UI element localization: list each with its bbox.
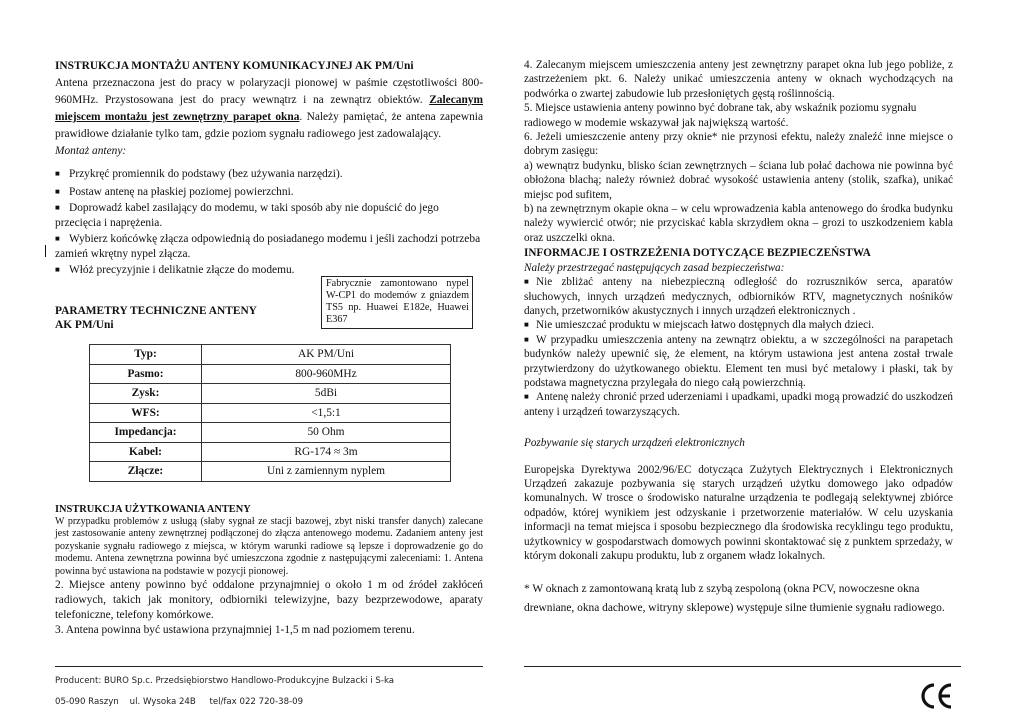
square-bullet-icon: ■ xyxy=(524,392,529,402)
list-item: ■ Nie zbliżać anteny na niebezpieczną odległość do rozruszników serca, aparatów słuchowych, innych urządzeń medycznych, odbiorników RTV, magnetycznych nośników danych, przetworników akustycznych i innych urządzeń elektronicznych . xyxy=(524,276,953,317)
margin-mark xyxy=(45,245,46,257)
table-row: Kabel: RG-174 ≈ 3m xyxy=(90,442,451,462)
point-6b: b) na zewnętrznym okapie okna – w celu wprowadzenia kabla antenowego do środka budynku należy wywiercić otwór; nie przyciskać kabla skrzydłem okna – grozi to uszkodzeniem kabla oraz uszczelki okna. xyxy=(524,203,953,244)
point-5: 5. Miejsce ustawienia anteny powinno być dobrane tak, aby wskaźnik poziomu sygnału radiowego w modemie wskazywał jak największą wartość. xyxy=(524,102,917,129)
table-row: Impedancja: 50 Ohm xyxy=(90,423,451,443)
intro-text-1: Antena przeznaczona jest do pracy w polaryzacji pionowej w paśmie częstotliwości 800-960MHz. Przystosowana jest do pracy wewnątrz i na zewnątrz obiektów. xyxy=(55,77,483,106)
list-item: ■ W przypadku umieszczenia anteny na zewnątrz obiektu, a w szczególności na parapetach budynków należy upewnić się, że element, na którym ustawiona jest antena został trwale przytwierdzony do użytkowanego obiektu. Element ten musi być metalowy i płaski, tak by podstawa magnetyczna przylegała do niego całą powierzchnią. xyxy=(524,333,953,389)
table-row: WFS: <1,5:1 xyxy=(90,403,451,423)
intro-paragraph xyxy=(55,75,483,143)
square-bullet-icon: ■ xyxy=(55,187,60,196)
intro-text-2: . Należy pamiętać, że antena zapewnia prawidłowe działanie tylko tam, gdzie poziom sygnału radiowego jest zadowalający. xyxy=(55,111,483,140)
left-column xyxy=(55,58,483,278)
producer-line: Producent: BURO Sp.c. Przedsiębiorstwo Handlowo-Produkcyjne Bulzacki i S-ka xyxy=(55,676,395,686)
usage-title: INSTRUKCJA UŻYTKOWANIA ANTENY xyxy=(55,504,251,515)
mount-heading: Montaż anteny: xyxy=(55,145,127,157)
ce-mark-svg xyxy=(920,682,954,710)
usage-small-text: W przypadku problemów z usługą (słaby sygnał ze stacji bazowej, zbyt niski transfer danych) zalecane jest zastosowanie anteny zewnętrznej podłączonej do złącza antenowego modemu. Zadaniem anteny jest pozyskanie sygnału radiowego z miejsca, w którym warunki radiowe są lepsze i doprowadzenie go do modemu. Antena zewnętrzna powinna być umieszczona zgodnie z następującymi zaleceniami: 1. Antena powinna być ustawiona na podstawie w pozycji pionowej. xyxy=(55,516,483,577)
list-item: ■ Przykręć promiennik do podstawy (bez używania narzędzi). xyxy=(55,168,343,180)
square-bullet-icon: ■ xyxy=(55,203,60,212)
point-6: 6. Jeżeli umieszczenie anteny przy oknie* nie przynosi efektu, należy znaleźć inne miejsce o dobrym zasięgu: xyxy=(524,131,953,158)
document-title: INSTRUKCJA MONTAŻU ANTENY KOMUNIKACYJNEJ AK PM/Uni xyxy=(55,60,414,72)
list-item: ■ Wybierz końcówkę złącza odpowiednią do posiadanego modemu i jeśli zachodzi potrzeba zamień wkrętny nypel złącza. xyxy=(55,233,481,260)
table-row: Pasmo: 800-960MHz xyxy=(90,364,451,384)
point-4: 4. Zalecanym miejscem umieszczenia anteny jest zewnętrzny parapet okna lub jego pobliże, z zastrzeżeniem pkt. 6. Należy unikać umieszczenia anteny w oknach wychodzących na podwórka o zwartej zabudowie lub przesłoniętych gęstą roślinnością. xyxy=(524,59,953,100)
square-bullet-icon: ■ xyxy=(55,265,60,274)
list-item: ■ Doprowadź kabel zasilający do modemu, w taki sposób aby nie dopuścić do jego przecięcia i naprężenia. xyxy=(55,202,439,229)
list-item: ■ Postaw antenę na płaskiej poziomej powierzchni. xyxy=(55,186,294,198)
spec-table xyxy=(89,344,451,482)
list-item: ■ Włóż precyzyjnie i delikatnie złącze do modemu. xyxy=(55,264,295,276)
safety-subtitle: Należy przestrzegać następujących zasad bezpieczeństwa: xyxy=(524,261,785,274)
square-bullet-icon: ■ xyxy=(524,320,529,330)
list-item: ■ Antenę należy chronić przed uderzeniami i upadkami, upadki mogą prowadzić do uszkodzeń anteny i urządzeń towarzyszących. xyxy=(524,391,953,418)
square-bullet-icon: ■ xyxy=(55,169,60,178)
table-row: Złącze: Uni z zamiennym nyplem xyxy=(90,462,451,482)
table-row: Typ: AK PM/Uni xyxy=(90,345,451,365)
mount-steps-list xyxy=(55,166,483,278)
intro-underlined-recommendation: Zalecanym miejscem montażu jest zewnętrzny parapet okna xyxy=(55,94,483,123)
usage-section xyxy=(55,503,483,638)
square-bullet-icon: ■ xyxy=(55,234,60,243)
usage-point-3: 3. Antena powinna być ustawiona przynajmniej 1-1,5 m nad poziomem terenu. xyxy=(55,624,415,637)
footer-rule-left xyxy=(55,666,483,667)
square-bullet-icon: ■ xyxy=(524,334,529,344)
window-footnote: * W oknach z zamontowaną kratą lub z szybą zespoloną (okna PCV, nowoczesne okna drewniane, okna dachowe, witryny sklepowe) występuje silne tłumienie sygnału radiowego. xyxy=(524,583,945,614)
address-line: 05-090 Raszyn ul. Wysoka 24B tel/fax 022 720-38-09 xyxy=(55,697,304,707)
footer-rule-right xyxy=(524,666,961,667)
safety-list xyxy=(524,275,953,419)
list-item: ■ Nie umieszczać produktu w miejscach łatwo dostępnych dla małych dzieci. xyxy=(524,319,874,332)
factory-nipple-note-box: Fabrycznie zamontowano nypel W-CP1 do modemów z gniazdem TS5 np. Huawei E182e, Huawei E367 xyxy=(321,276,473,329)
safety-title: INFORMACJE I OSTRZEŻENIA DOTYCZĄCE BEZPIECZEŃSTWA xyxy=(524,247,871,260)
params-title: PARAMETRY TECHNICZNE ANTENY AK PM/Uni xyxy=(55,305,257,331)
square-bullet-icon: ■ xyxy=(524,277,529,287)
point-6a: a) wewnątrz budynku, blisko ścian zewnętrznych – ściana lub połać dachowa nie powinna być obłożona blachą; należy również dobrać wysokość ustawienia anteny (stolik, szafka), unikać miejsc pod sufitem, xyxy=(524,159,953,201)
usage-point-2: 2. Miejsce anteny powinno być oddalone przynajmniej o około 1 m od źródeł zakłóceń radiowych, takich jak monitory, odbiorniki telewizyjne, bazy bezprzewodowe, aparaty telefoniczne, telefony komórkowe. xyxy=(55,579,483,622)
table-row: Zysk: 5dBi xyxy=(90,384,451,404)
disposal-text: Europejska Dyrektywa 2002/96/EC dotycząca Zużytych Elektrycznych i Elektronicznych Urządzeń zakazuje pozbywania się starych urządzeń użytku domowego jako odpadów komunalnych. W trosce o środowisko naturalne urządzenia te podlegają selektywnej zbiórce odpadów, której wynikiem jest odzyskanie i przetworzenie materiałów. W celu uzyskania informacji na temat miejsca i sposobu bezpiecznego dla środowiska recyklingu tego produktu, użytkownicy w gospodarstwach domowych powinni skontaktować się z punktem sprzedaży, w którym dokonali zakupu produktu, lub z organem władz lokalnych. xyxy=(524,463,953,562)
disposal-title: Pozbywanie się starych urządzeń elektronicznych xyxy=(524,437,745,450)
ce-mark-icon xyxy=(920,682,954,710)
right-column xyxy=(524,58,953,617)
